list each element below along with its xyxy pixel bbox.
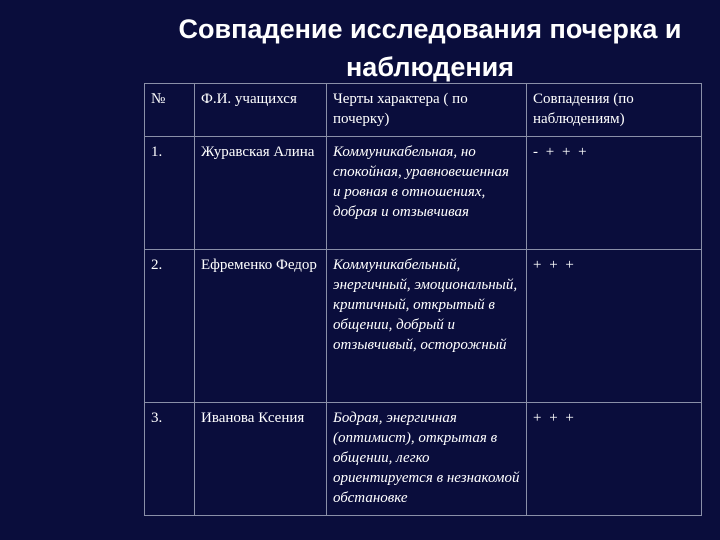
row-num: 3. bbox=[145, 403, 195, 516]
slide-title-line-1: Совпадение исследования почерка и bbox=[178, 14, 682, 44]
table-header-row bbox=[145, 84, 702, 137]
row-num: 1. bbox=[145, 137, 195, 250]
slide-title-line-2: наблюдения bbox=[346, 52, 514, 82]
header-traits: Черты характера ( по почерку) bbox=[327, 84, 527, 137]
row-match: - + + + bbox=[527, 137, 702, 250]
header-num: № bbox=[145, 84, 195, 137]
row-name: Журавская Алина bbox=[195, 137, 327, 250]
row-match: + + + bbox=[527, 250, 702, 403]
table-row bbox=[145, 403, 702, 516]
row-name: Иванова Ксения bbox=[195, 403, 327, 516]
table-row bbox=[145, 250, 702, 403]
header-match: Совпадения (по наблюдениям) bbox=[527, 84, 702, 137]
row-num: 2. bbox=[145, 250, 195, 403]
table-row bbox=[145, 137, 702, 250]
row-name: Ефременко Федор bbox=[195, 250, 327, 403]
handwriting-comparison-table bbox=[144, 83, 702, 516]
row-traits: Коммуникабельный, энергичный, эмоциональный, критичный, открытый в общении, добрый и отзывчивый, осторожный bbox=[327, 250, 527, 403]
row-traits: Бодрая, энергичная (оптимист), открытая в общении, легко ориентируется в незнакомой обстановке bbox=[327, 403, 527, 516]
row-match: + + + bbox=[527, 403, 702, 516]
row-traits: Коммуникабельная, но спокойная, уравновешенная и ровная в отношениях, добрая и отзывчивая bbox=[327, 137, 527, 250]
slide-title bbox=[150, 10, 710, 86]
header-name: Ф.И. учащихся bbox=[195, 84, 327, 137]
